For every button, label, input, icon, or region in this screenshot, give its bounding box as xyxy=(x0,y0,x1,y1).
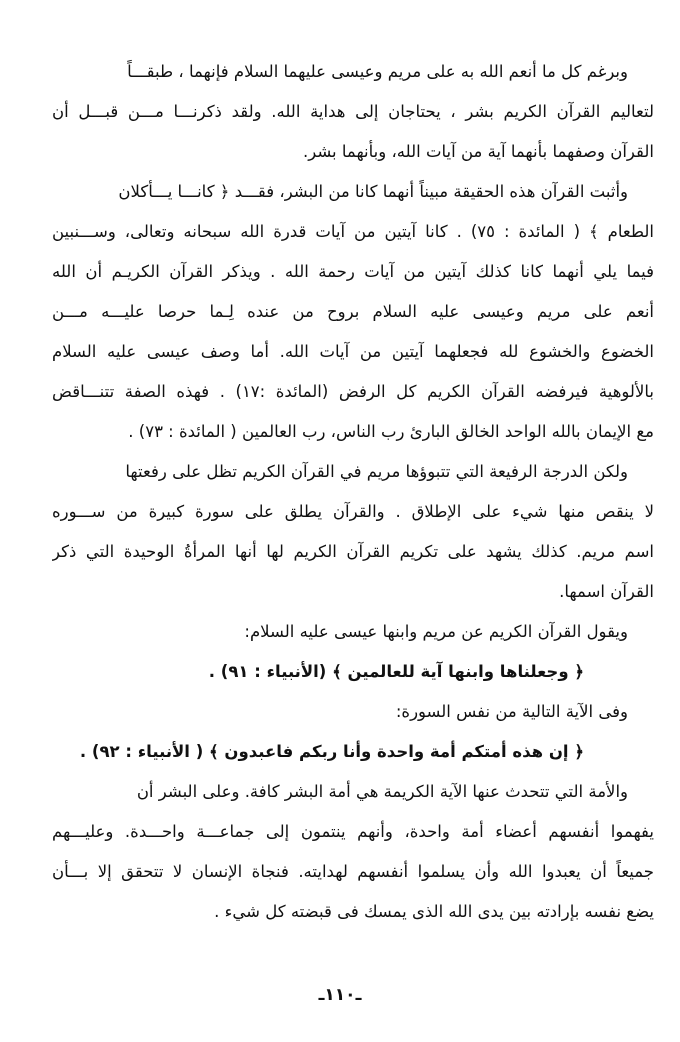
text-line: الخضوع والخشوع لله فجعلهما آيتين من آيات الله. أما وصف عيسى عليه السلام xyxy=(52,342,654,361)
text-line: وبرغم كل ما أنعم الله به على مريم وعيسى عليهما السلام فإنهما ، طبقـــاً xyxy=(127,62,628,81)
text-line: اسم مريم. كذلك يشهد على تكريم القرآن الكريم لها أنها المرأةُ الوحيدة التي ذكر xyxy=(52,542,654,561)
text-line: الطعام ﴾ ( المائدة : ٧٥) . كانا آيتين من آيات قدرة الله سبحانه وتعالى، وســـنبين xyxy=(52,222,654,241)
text-line: فيما يلي أنهما كانا كذلك آيتين من آيات رحمة الله . ويذكر القرآن الكريـم أن الله xyxy=(52,262,654,281)
text-line: وأثبت القرآن هذه الحقيقة مبيناً أنهما كانا من البشر، فقـــد ﴿ كانـــا يـــأكلان xyxy=(118,182,628,201)
quranic-verse: ﴿ إن هذه أمتكم أمة واحدة وأنا ربكم فاعبدون ﴾ ( الأنبياء : ٩٢) . xyxy=(79,742,584,761)
text-line: القرآن اسمها. xyxy=(559,582,654,601)
text-line: وفى الآية التالية من نفس السورة: xyxy=(395,702,628,721)
text-line: القرآن وصفهما بأنهما آية من آيات الله، وبأنهما بشر. xyxy=(302,142,654,161)
text-line: أنعم على مريم وعيسى عليه السلام بروح من عنده لِـما حرصا عليـــه مـــن xyxy=(52,302,654,321)
page-number: ـ١١٠ـ xyxy=(318,985,362,1005)
text-line: ولكن الدرجة الرفيعة التي تتبوؤها مريم في القرآن الكريم تظل على رفعتها xyxy=(125,462,628,481)
text-line: لتعاليم القرآن الكريم بشر ، يحتاجان إلى هداية الله. ولقد ذكرنـــا مـــن قبـــل أن xyxy=(52,102,654,121)
text-line: والأمة التي تتحدث عنها الآية الكريمة هي أمة البشر كافة. وعلى البشر أن xyxy=(136,782,628,801)
text-line: يفهموا أنفسهم أعضاء أمة واحدة، وأنهم ينتمون إلى جماعـــة واحـــدة. وعليـــهم xyxy=(52,822,654,841)
quranic-verse: ﴿ وجعلناها وابنها آية للعالمين ﴾ (الأنبياء : ٩١) . xyxy=(208,662,584,681)
text-line: مع الإيمان بالله الواحد الخالق البارئ رب الناس، رب العالمين ( المائدة : ٧٣) . xyxy=(128,422,654,441)
text-line: ويقول القرآن الكريم عن مريم وابنها عيسى عليه السلام: xyxy=(244,622,628,641)
body-text xyxy=(52,52,654,932)
text-line: يضع نفسه بإرادته بين يدى الله الذى يمسك فى قبضته كل شيء . xyxy=(214,902,654,921)
text-line: بالألوهية فيرفضه القرآن الكريم كل الرفض (المائدة :١٧) . فهذه الصفة تتنـــاقض xyxy=(52,382,654,401)
text-line: لا ينقص منها شيء على الإطلاق . والقرآن يطلق على سورة كبيرة من ســـوره xyxy=(52,502,654,521)
text-line: جميعاً أن يعبدوا الله وأن يسلموا أنفسهم لهدايته. فنجاة الإنسان لا تتحقق إلا بـــأن xyxy=(52,862,654,881)
